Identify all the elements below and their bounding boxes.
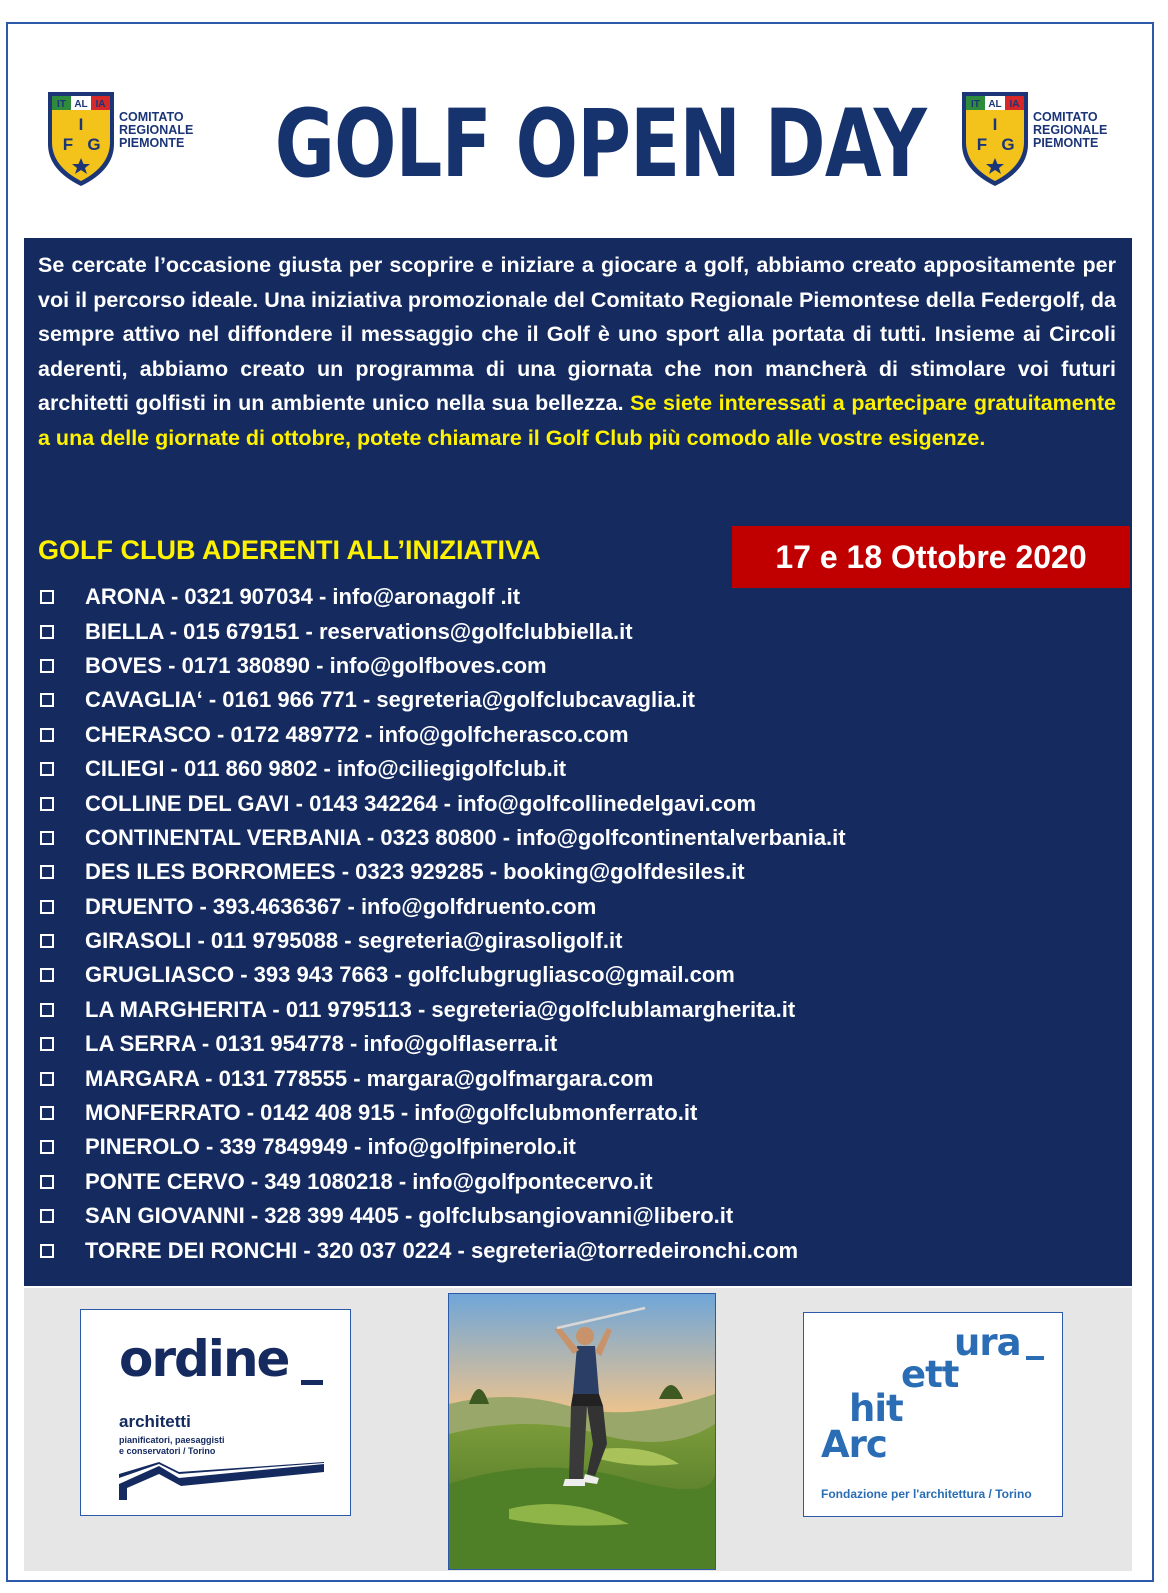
checkbox-icon <box>40 865 54 879</box>
ordine-subtitle: architetti <box>119 1412 191 1431</box>
club-item <box>40 821 1120 855</box>
fig-shield-icon <box>46 92 116 188</box>
fig-logo-right <box>960 92 1120 188</box>
club-text: BIELLA - 015 679151 - reservations@golfclubbiella.it <box>85 618 633 644</box>
checkbox-icon <box>40 1140 54 1154</box>
club-item <box>40 1199 1120 1233</box>
ordine-mark-icon <box>119 1462 324 1500</box>
club-item <box>40 958 1120 992</box>
club-text: PINEROLO - 339 7849949 - info@golfpinerolo.it <box>85 1134 576 1160</box>
club-item <box>40 855 1120 889</box>
club-text: SAN GIOVANNI - 328 399 4405 - golfclubsangiovanni@libero.it <box>85 1203 734 1229</box>
club-text: COLLINE DEL GAVI - 0143 342264 - info@golfcollinedelgavi.com <box>85 790 757 816</box>
fig-caption-left: COMITATO REGIONALE PIEMONTE <box>119 110 194 150</box>
checkbox-icon <box>40 625 54 639</box>
arch-word-2: ett <box>901 1353 959 1396</box>
club-text: LA SERRA - 0131 954778 - info@golflaserra.it <box>85 1031 558 1057</box>
shield-top-2: AL <box>74 99 88 110</box>
arch-word-3: hit <box>849 1387 903 1430</box>
club-text: ARONA - 0321 907034 - info@aronagolf .it <box>85 584 521 610</box>
club-item <box>40 924 1120 958</box>
checkbox-icon <box>40 1244 54 1258</box>
club-text: TORRE DEI RONCHI - 320 037 0224 - segreteria@torredeironchi.com <box>85 1237 799 1263</box>
club-item <box>40 786 1120 820</box>
checkbox-icon <box>40 693 54 707</box>
club-text: CAVAGLIA‘ - 0161 966 771 - segreteria@golfclubcavaglia.it <box>85 687 695 713</box>
intro-text: Se cercate l’occasione giusta per scoprire e iniziare a giocare a golf, abbiamo creato appositamente per voi il percorso ideale. Una iniziativa promozionale del Comitato Regionale Piemontese della Federgolf, da sempre attivo nel diffondere il messaggio che il Golf è uno sport alla portata di tutti. Insieme ai Circoli aderenti, abbiamo creato un programma di una giornata che non mancherà di stimolare voi futuri architetti golfisti in un ambiente unico nella sua bellezza. <box>38 253 1116 415</box>
checkbox-icon <box>40 728 54 742</box>
checkbox-icon <box>40 1072 54 1086</box>
fondazione-architettura-logo <box>803 1312 1063 1517</box>
club-item <box>40 1027 1120 1061</box>
checkbox-icon <box>40 934 54 948</box>
arch-word-4: Arc <box>821 1423 887 1466</box>
arch-dash <box>1026 1356 1044 1360</box>
shield-top-1: IT <box>971 99 980 110</box>
club-text: DES ILES BORROMEES - 0323 929285 - booking@golfdesiles.it <box>85 859 745 885</box>
ordine-dash <box>301 1380 323 1385</box>
golfer-photo <box>448 1293 716 1570</box>
shield-letter-f: F <box>62 135 74 154</box>
page-title: GOLF OPEN DAY <box>274 90 927 199</box>
golfer-image-icon <box>449 1294 715 1569</box>
ordine-small-text: pianificatori, paesaggisti e conservatori / Torino <box>119 1435 225 1456</box>
club-item <box>40 890 1120 924</box>
intro-paragraph <box>38 248 1116 455</box>
shield-top-1: IT <box>57 99 66 110</box>
info-panel <box>24 238 1132 1286</box>
shield-letter-g: G <box>87 135 101 154</box>
club-item <box>40 718 1120 752</box>
club-text: MARGARA - 0131 778555 - margara@golfmargara.com <box>85 1065 654 1091</box>
club-text: PONTE CERVO - 349 1080218 - info@golfpontecervo.it <box>85 1168 653 1194</box>
checkbox-icon <box>40 900 54 914</box>
club-item <box>40 1061 1120 1095</box>
club-text: MONFERRATO - 0142 408 915 - info@golfclubmonferrato.it <box>85 1100 698 1126</box>
checkbox-icon <box>40 590 54 604</box>
fig-logo-left <box>46 92 206 188</box>
club-item <box>40 683 1120 717</box>
checkbox-icon <box>40 797 54 811</box>
club-item <box>40 1096 1120 1130</box>
checkbox-icon <box>40 1175 54 1189</box>
club-text: DRUENTO - 393.4636367 - info@golfdruento.com <box>85 893 597 919</box>
club-item <box>40 993 1120 1027</box>
club-item <box>40 752 1120 786</box>
club-text: CONTINENTAL VERBANIA - 0323 80800 - info@golfcontinentalverbania.it <box>85 824 846 850</box>
club-text: CHERASCO - 0172 489772 - info@golfcherasco.com <box>85 721 629 747</box>
shield-top-3: IA <box>95 99 106 110</box>
fondazione-caption: Fondazione per l'architettura / Torino <box>821 1487 1032 1501</box>
club-text: CILIEGI - 011 860 9802 - info@ciliegigolfclub.it <box>85 756 567 782</box>
club-text: BOVES - 0171 380890 - info@golfboves.com <box>85 652 547 678</box>
checkbox-icon <box>40 762 54 776</box>
shield-letter-f: F <box>976 135 988 154</box>
date-badge: 17 e 18 Ottobre 2020 <box>732 526 1130 588</box>
checkbox-icon <box>40 968 54 982</box>
club-item <box>40 1233 1120 1267</box>
club-item <box>40 649 1120 683</box>
checkbox-icon <box>40 1037 54 1051</box>
shield-top-2: AL <box>988 99 1002 110</box>
club-text: LA MARGHERITA - 011 9795113 - segreteria@golfclublamargherita.it <box>85 996 796 1022</box>
club-text: GRUGLIASCO - 393 943 7663 - golfclubgrugliasco@gmail.com <box>85 962 735 988</box>
club-item <box>40 1165 1120 1199</box>
club-list <box>40 580 1120 1268</box>
checkbox-icon <box>40 1209 54 1223</box>
checkbox-icon <box>40 1003 54 1017</box>
fig-caption-right: COMITATO REGIONALE PIEMONTE <box>1033 110 1108 150</box>
clubs-heading: GOLF CLUB ADERENTI ALL’INIZIATIVA <box>38 535 541 565</box>
ordine-architetti-logo <box>80 1309 351 1516</box>
shield-top-3: IA <box>1009 99 1020 110</box>
intro-highlight: Se siete interessati a partecipare gratuitamente a una delle giornate di ottobre, potete chiamare il Golf Club più comodo alle vostre esigenze. <box>38 391 1116 450</box>
fig-shield-icon <box>960 92 1030 188</box>
shield-letter-i: I <box>992 115 998 134</box>
club-item <box>40 1130 1120 1164</box>
club-item <box>40 580 1120 614</box>
checkbox-icon <box>40 1106 54 1120</box>
arch-word-1: ura <box>954 1321 1021 1364</box>
club-text: GIRASOLI - 011 9795088 - segreteria@girasoligolf.it <box>85 928 623 954</box>
club-item <box>40 614 1120 648</box>
shield-letter-i: I <box>78 115 84 134</box>
checkbox-icon <box>40 659 54 673</box>
ordine-word: ordine <box>119 1330 289 1388</box>
shield-letter-g: G <box>1001 135 1015 154</box>
checkbox-icon <box>40 831 54 845</box>
sponsor-strip <box>24 1288 1132 1571</box>
